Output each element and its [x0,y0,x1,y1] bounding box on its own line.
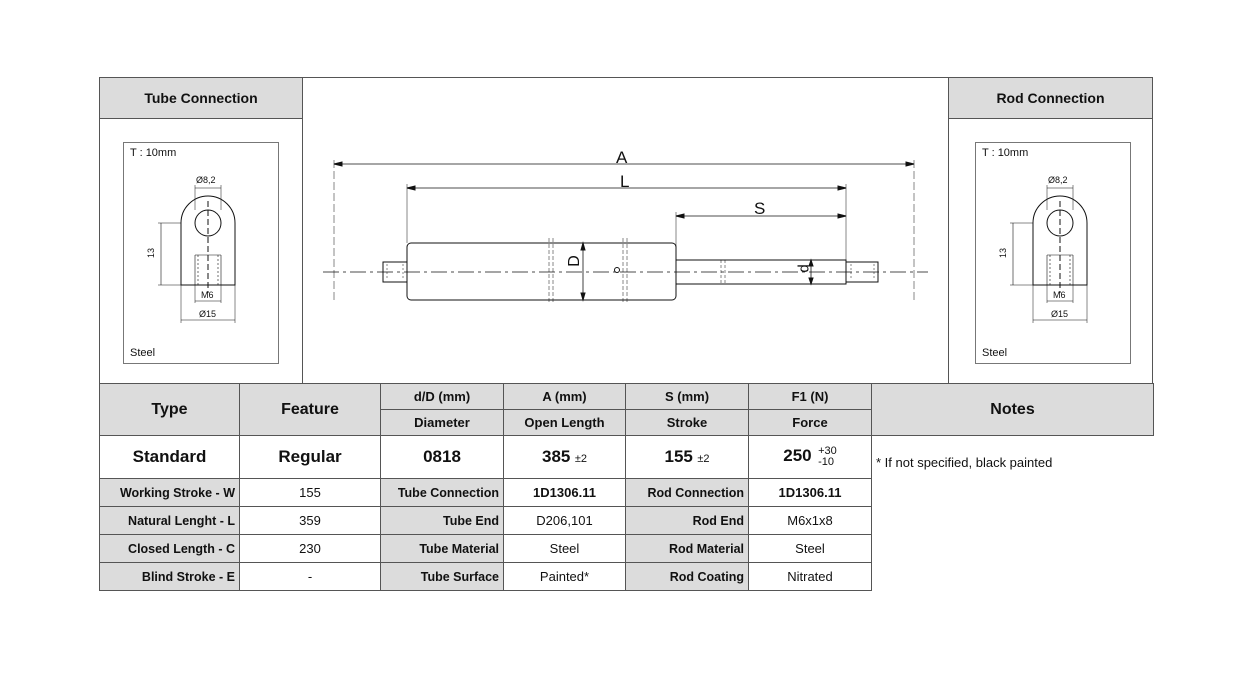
tube-thread-dim: M6 [201,290,214,300]
header-feature: Feature [240,384,381,436]
tube-width-dim: Ø15 [199,309,217,319]
header-A-unit: A (mm) [504,384,626,410]
table-row [100,535,1154,563]
rod-thread-dim: M6 [1053,290,1066,300]
row-label: Rod Coating [626,563,749,591]
rod-connection-panel [948,118,1153,384]
main-force-tol [818,446,837,468]
main-type: Standard [100,436,240,479]
main-note: * If not specified, black painted [876,454,1053,470]
header-F1-unit: F1 (N) [749,384,872,410]
tube-connection-panel [99,118,303,384]
rod-connection-title: Rod Connection [996,90,1105,106]
main-diameter: 0818 [381,436,504,479]
table-row [100,563,1154,591]
header-A-name: Open Length [504,410,626,436]
row-label: Rod End [626,507,749,535]
row-value: 1D1306.11 [749,479,872,507]
tube-thickness-label: T : 10mm [130,147,177,159]
row-label: Blind Stroke - E [100,563,240,591]
empty-cell [872,507,1154,535]
row-value: Steel [504,535,626,563]
main-stroke-cell [626,436,749,479]
main-open-length-tol: ±2 [574,453,587,465]
header-S-unit: S (mm) [626,384,749,410]
force-tol-minus: -10 [818,456,834,468]
tube-connection-header [99,77,303,119]
row-label: Tube Surface [381,563,504,591]
dim-label-L: L [620,172,630,191]
tube-height-dim: 13 [146,247,157,259]
row-label: Closed Length - C [100,535,240,563]
tube-material-label: Steel [130,347,156,359]
header-S-name: Stroke [626,410,749,436]
empty-cell [872,563,1154,591]
main-force: 250 [783,446,812,466]
rod-connection-header [948,77,1153,119]
header-type: Type [100,384,240,436]
rod-material-label: Steel [982,347,1008,359]
main-open-length: 385 [542,447,571,466]
table-row [100,507,1154,535]
empty-cell [872,479,1154,507]
dim-label-S: S [754,199,766,218]
row-value: - [240,563,381,591]
header-dD-name: Diameter [381,410,504,436]
row-label: Rod Material [626,535,749,563]
header-dD-unit: d/D (mm) [381,384,504,410]
row-value: Nitrated [749,563,872,591]
row-label: Natural Lenght - L [100,507,240,535]
row-label: Working Stroke - W [100,479,240,507]
header-notes: Notes [872,384,1154,436]
rod-hole-dim: Ø8,2 [1048,175,1068,185]
gas-spring-drawing-panel [302,77,949,384]
dim-label-A: A [616,148,628,167]
rod-width-dim: Ø15 [1051,309,1069,319]
row-label: Tube Connection [381,479,504,507]
row-value: Painted* [504,563,626,591]
rod-thickness-label: T : 10mm [982,147,1029,159]
header-F1-name: Force [749,410,872,436]
main-force-cell [749,436,872,479]
row-value: Steel [749,535,872,563]
main-stroke-tol: ±2 [697,453,710,465]
row-value: D206,101 [504,507,626,535]
main-feature: Regular [240,436,381,479]
force-tol-plus: +30 [818,445,837,457]
row-value: 1D1306.11 [504,479,626,507]
row-value: M6x1x8 [749,507,872,535]
rod-connection-drawing-box [975,142,1131,364]
row-label: Tube End [381,507,504,535]
empty-cell [872,535,1154,563]
row-label: Rod Connection [626,479,749,507]
main-stroke: 155 [664,447,693,466]
row-value: 359 [240,507,381,535]
main-open-length-cell [504,436,626,479]
tube-connection-title: Tube Connection [144,90,258,106]
gas-spring-drawing [303,78,950,385]
dim-label-D: D [565,255,583,267]
row-label: Tube Material [381,535,504,563]
tube-hole-dim: Ø8,2 [196,175,216,185]
dim-label-d: d [795,264,813,273]
row-value: 155 [240,479,381,507]
rod-height-dim: 13 [998,247,1009,259]
table-row [100,479,1154,507]
row-value: 230 [240,535,381,563]
spec-table [99,383,1154,591]
tube-connection-drawing-box [123,142,279,364]
